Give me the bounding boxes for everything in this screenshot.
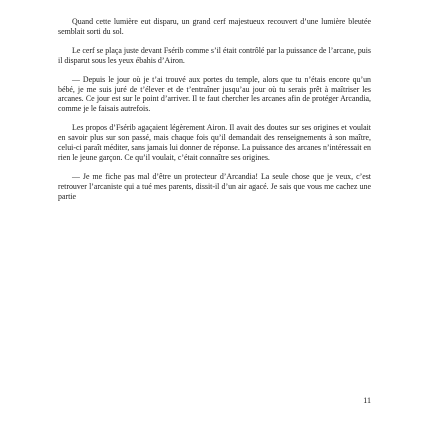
paragraph-4: Les propos d’Fsérib agaçaient légèrement Airon. Il avait des doutes sur ses origines et voulait en savoir plus sur son passé, mais chaque fois qu’il demandait des renseignements à son maître, celui-ci paraît méditer, sans jamais lui donner de réponse. La puissance des arcanes n’intéressait en rien le jeune garçon. Ce qu’il voulait, c’était connaître ses origines. — [58, 123, 371, 162]
paragraph-1: Quand cette lumière eut disparu, un grand cerf majestueux recouvert d’une lumière bleutée semblait sorti du sol. — [58, 17, 371, 36]
paragraph-2: Le cerf se plaça juste devant Fsérib comme s’il était contrôlé par la puissance de l’arcane, puis il disparut sous les yeux ébahis d’Airon. — [58, 45, 371, 65]
paragraph-5: — Je me fiche pas mal d’être un protecteur d’Arcandia! La seule chose que je veux, c’est retrouver l’arcaniste qui a tué mes parents, dissit-il d’un air agacé. Je sais que vous me cachez une partie — [58, 171, 371, 201]
paragraph-3: — Depuis le jour où je t’ai trouvé aux portes du temple, alors que tu n’étais encore qu’un bébé, je me suis juré de t’élever et de t’entraîner jusqu’au jour où tu serais prêt à maîtriser les arcanes. Ce jour est sur le point d’arriver. Il te faut chercher les arcanes afin de protéger Arcandia, comme je le faisais autrefois. — [58, 74, 371, 114]
page-number: 11 — [363, 396, 371, 405]
